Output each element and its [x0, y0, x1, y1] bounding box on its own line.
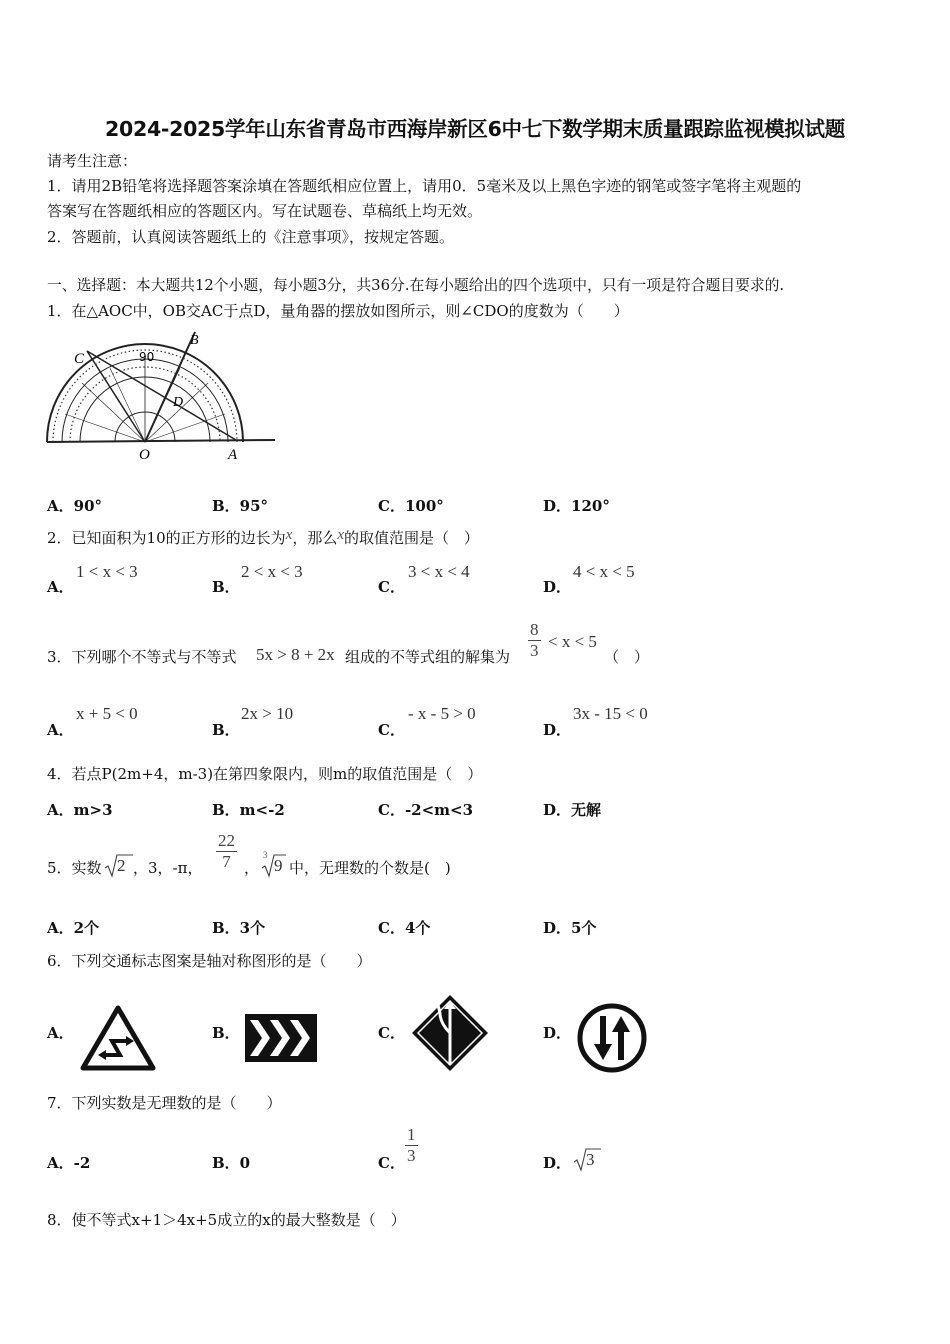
notice-line-1b: 答案写在答题纸相应的答题区内。写在试题卷、草稿纸上均无效。 [47, 202, 483, 220]
protractor-figure [40, 328, 280, 463]
q7-option-c-label[interactable]: C． [378, 1154, 405, 1172]
q3-frac-den: 3 [530, 641, 539, 660]
q2-option-d-label[interactable]: D． [543, 578, 572, 596]
q4-option-d[interactable]: D．无解 [543, 801, 602, 819]
q7-frac-den: 3 [407, 1146, 416, 1165]
q5-cbrt-index: 3 [263, 850, 268, 860]
q2-option-c-expr: 3 < x < 4 [408, 562, 470, 581]
q4-option-c[interactable]: C．-2<m<3 [378, 801, 474, 819]
q1-option-a[interactable]: A．90° [47, 497, 103, 515]
q5-option-d[interactable]: D．5个 [543, 919, 597, 937]
q7-sqrt3-radicand: 3 [586, 1150, 595, 1169]
q5-option-b[interactable]: B．3个 [212, 919, 266, 937]
q5-sqrt2-radicand: 2 [117, 856, 126, 875]
q5-cbrt-radicand: 9 [274, 856, 283, 875]
q7-option-a[interactable]: A．-2 [47, 1154, 91, 1172]
q6-option-d[interactable]: D． [543, 1024, 572, 1042]
question-2-stem [47, 528, 479, 549]
question-6-stem: 6．下列交通标志图案是轴对称图形的是（ ） [47, 952, 372, 970]
q7-fraction [405, 1125, 418, 1166]
q2-option-a-expr: 1 < x < 3 [76, 562, 138, 581]
q2-stem-b: ，那么 [292, 529, 338, 547]
q1-option-c[interactable]: C．100° [378, 497, 444, 515]
q6-option-a[interactable]: A． [47, 1024, 74, 1042]
notice-line-2: 2．答题前，认真阅读答题纸上的《注意事项》，按规定答题。 [47, 228, 455, 246]
q3-stem-c: （ ） [604, 648, 650, 666]
question-8-stem: 8．使不等式x+1＞4x+5成立的x的最大整数是（ ） [47, 1211, 406, 1229]
section-heading: 一、选择题：本大题共12个小题，每小题3分，共36分.在每小题给出的四个选项中，只有一项是符合题目要求的. [47, 277, 785, 294]
q7-frac-num: 1 [407, 1125, 416, 1144]
label-d: D [173, 395, 184, 410]
question-1-stem: 1．在△AOC中，OB交AC于点D，量角器的摆放如图所示，则∠CDO的度数为（ ） [47, 302, 629, 320]
q3-stem-b: 组成的不等式组的解集为 [345, 648, 511, 666]
q3-option-a-expr: x + 5 < 0 [76, 704, 138, 723]
q3-frac-num: 8 [530, 620, 539, 639]
zigzag-road-sign-icon [80, 1005, 156, 1071]
q3-option-a-label[interactable]: A． [47, 721, 74, 739]
q3-option-b-expr: 2x > 10 [241, 704, 294, 723]
page-title: 2024-2025学年山东省青岛市西海岸新区6中七下数学期末质量跟踪监视模拟试题 [105, 117, 845, 141]
q2-option-d-expr: 4 < x < 5 [573, 562, 635, 581]
q3-solution-tail: < x < 5 [548, 632, 597, 651]
q3-option-d-label[interactable]: D． [543, 721, 572, 739]
q5-frac-num: 22 [218, 831, 235, 850]
label-c: C [74, 351, 85, 367]
question-7-stem: 7．下列实数是无理数的是（ ） [47, 1094, 282, 1112]
label-b: B [190, 333, 199, 348]
q3-stem-a: 3．下列哪个不等式与不等式 [47, 648, 237, 666]
q2-var-2: x [337, 527, 344, 543]
q6-option-c[interactable]: C． [378, 1024, 405, 1042]
q5-option-a[interactable]: A．2个 [47, 919, 100, 937]
q5-option-c[interactable]: C．4个 [378, 919, 431, 937]
chevron-sign-icon [244, 1013, 318, 1063]
notice-line-1a: 1．请用2B铅笔将选择题答案涂填在答题纸相应位置上，请用0．5毫米及以上黑色字迹的钢笔或签字笔将主观题的 [47, 177, 802, 195]
label-o: O [139, 447, 150, 463]
q3-option-c-label[interactable]: C． [378, 721, 405, 739]
q2-var-1: x [285, 527, 293, 543]
q7-option-d-label[interactable]: D． [543, 1154, 572, 1172]
q5-fraction [216, 831, 237, 872]
q5-stem-b: 中，无理数的个数是( ) [289, 859, 451, 877]
q2-option-a-label[interactable]: A． [47, 578, 74, 596]
q3-inequality: 5x > 8 + 2x [256, 645, 335, 664]
q4-option-a[interactable]: A．m>3 [47, 801, 113, 819]
q3-solution-fraction [528, 620, 541, 661]
q5-stem-a: 5．实数 [47, 859, 102, 877]
q6-option-b[interactable]: B． [212, 1024, 240, 1042]
question-4-stem: 4．若点P(2m+4，m-3)在第四象限内，则m的取值范围是（ ） [47, 765, 483, 783]
q3-option-c-expr: - x - 5 > 0 [408, 704, 476, 723]
q3-option-d-expr: 3x - 15 < 0 [573, 704, 648, 723]
q7-option-b[interactable]: B．0 [212, 1154, 251, 1172]
q2-option-b-expr: 2 < x < 3 [241, 562, 303, 581]
q2-stem-a: 2．已知面积为10的正方形的边长为 [47, 529, 286, 547]
q1-option-b[interactable]: B．95° [212, 497, 269, 515]
q5-separator-1: ，3，-π， [133, 859, 203, 877]
q2-option-c-label[interactable]: C． [378, 578, 405, 596]
merge-lane-sign-icon [410, 993, 490, 1073]
q2-option-b-label[interactable]: B． [212, 578, 240, 596]
label-ninety: 90 [139, 350, 155, 364]
q5-frac-den: 7 [222, 852, 231, 871]
notice-heading: 请考生注意： [47, 152, 138, 170]
q1-option-d[interactable]: D．120° [543, 497, 610, 515]
q3-option-b-label[interactable]: B． [212, 721, 240, 739]
q4-option-b[interactable]: B．m<-2 [212, 801, 285, 819]
label-a: A [228, 447, 238, 463]
two-way-traffic-sign-icon [576, 1002, 648, 1074]
q5-separator-2: ， [244, 859, 260, 877]
q2-stem-c: 的取值范围是（ ） [344, 529, 480, 547]
